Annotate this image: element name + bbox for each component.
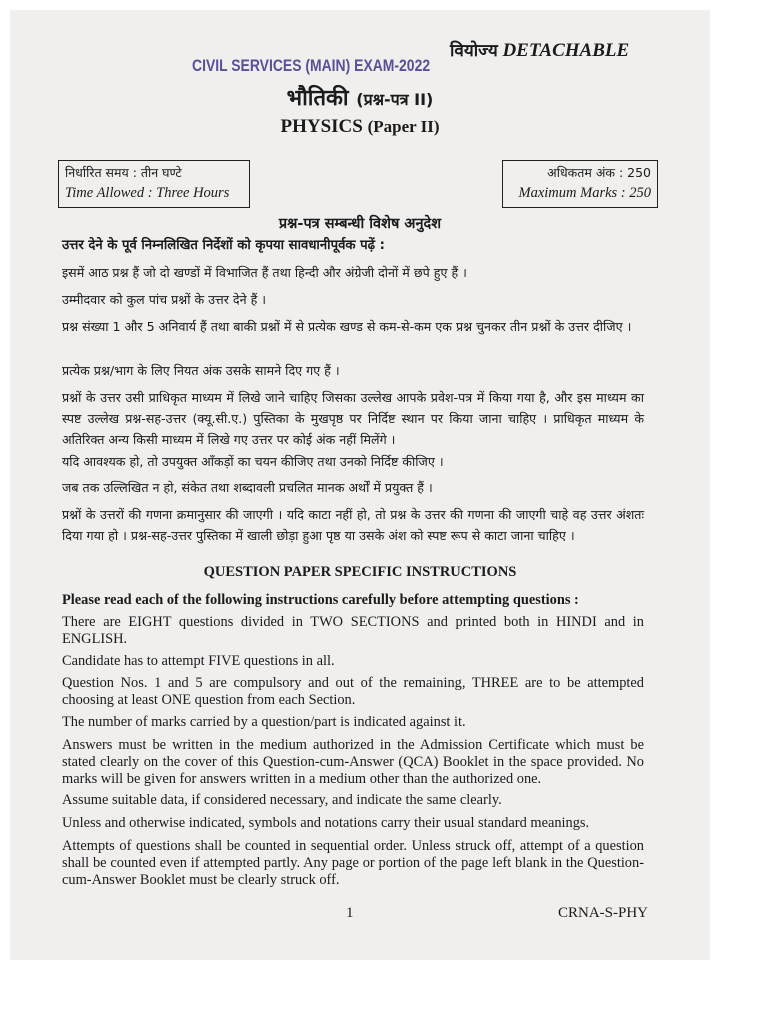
title-hindi-main: भौतिकी [286, 86, 349, 111]
hindi-instruction-item: इसमें आठ प्रश्न हैं जो दो खण्डों में विभाजित हैं तथा हिन्दी और अंग्रेजी दोनों में छपे हुए हैं । [62, 265, 467, 280]
hindi-instruction-item: प्रश्नों के उत्तरों की गणना क्रमानुसार की जाएगी । यदि काटा नहीं हो, तो प्रश्न के उत्तर की गणना की जाएगी चाहे वह उत्तर अंशतः दिया गया हो । प्रश्न-सह-उत्तर पुस्तिका में खाली छोड़ा हुआ पृष्ठ या उसके अंश को स्पष्ट रूप से काटा जाना चाहिए । [62, 507, 644, 543]
english-instruction-item: Unless and otherwise indicated, symbols and notations carry their usual standard meanings. [62, 815, 590, 831]
hindi-instruction-item: प्रत्येक प्रश्न/भाग के लिए नियत अंक उसके सामने दिए गए हैं । [62, 363, 340, 378]
page-number: 1 [346, 905, 354, 921]
title-hindi-sub: (प्रश्न-पत्र II) [356, 90, 434, 109]
title-english-main: PHYSICS [280, 116, 363, 137]
maximum-marks-english: Maximum Marks : 250 [518, 185, 651, 201]
english-instructions-heading: QUESTION PAPER SPECIFIC INSTRUCTIONS [203, 564, 517, 580]
english-instruction-item: There are EIGHT questions divided in TWO SECTIONS and printed both in HINDI and in ENGLISH. [62, 614, 644, 647]
english-instruction-item: Question Nos. 1 and 5 are compulsory and out of the remaining, THREE are to be attempted choosing at least ONE question from each Section. [62, 675, 644, 708]
hindi-instruction-item: प्रश्न संख्या 1 और 5 अनिवार्य हैं तथा बाकी प्रश्नों में से प्रत्येक खण्ड से कम-से-कम एक प्रश्न चुनकर तीन प्रश्नों के उत्तर दीजिए । [62, 319, 632, 334]
hindi-instruction-item: यदि आवश्यक हो, तो उपयुक्त आँकड़ों का चयन कीजिए तथा उनको निर्दिष्ट कीजिए । [62, 454, 444, 469]
exam-stamp: CIVIL SERVICES (MAIN) EXAM-2022 [192, 56, 431, 75]
time-allowed-box [58, 160, 250, 208]
english-instruction-item: Candidate has to attempt FIVE questions in all. [62, 653, 335, 669]
english-instruction-item: Assume suitable data, if considered necessary, and indicate the same clearly. [62, 792, 502, 808]
hindi-instructions-heading: प्रश्न-पत्र सम्बन्धी विशेष अनुदेश [278, 216, 442, 232]
english-instruction-item: Answers must be written in the medium authorized in the Admission Certificate which must be stated clearly on the cover of this Question-cum-Answer (QCA) Booklet in the space provided. No marks will be given for answers written in a medium other than the authorized one. [62, 737, 644, 787]
detachable-label-hindi: वियोज्य [450, 41, 498, 61]
time-allowed-hindi: निर्धारित समय : तीन घण्टे [65, 165, 182, 180]
english-instruction-item: Attempts of questions shall be counted in sequential order. Unless struck off, attempt of a question shall be counted even if attempted partly. Any page or portion of the page left blank in the Question-cum-Answer Booklet must be clearly struck off. [62, 838, 644, 888]
english-instruction-item: The number of marks carried by a question/part is indicated against it. [62, 714, 466, 730]
time-allowed-english: Time Allowed : Three Hours [65, 185, 230, 201]
hindi-instructions-intro: उत्तर देने के पूर्व निम्नलिखित निर्देशों को कृपया सावधानीपूर्वक पढ़ें : [62, 238, 385, 253]
detachable-label [450, 38, 629, 62]
page-title-hindi [10, 82, 710, 112]
maximum-marks-hindi: अधिकतम अंक : 250 [547, 165, 651, 180]
hindi-instruction-item: उम्मीदवार को कुल पांच प्रश्नों के उत्तर देने हैं । [62, 292, 267, 307]
exam-page [10, 10, 710, 960]
maximum-marks-box [502, 160, 658, 208]
english-instructions-intro: Please read each of the following instructions carefully before attempting questions : [62, 592, 579, 608]
title-english-sub: (Paper II) [367, 117, 440, 136]
detachable-label-english: DETACHABLE [502, 40, 630, 61]
page-title-english [10, 116, 710, 138]
hindi-instruction-item: प्रश्नों के उत्तर उसी प्राधिकृत माध्यम में लिखे जाने चाहिए जिसका उल्लेख आपके प्रवेश-पत्र में किया गया है, और इस माध्यम का स्पष्ट उल्लेख प्रश्न-सह-उत्तर (क्यू.सी.ए.) पुस्तिका के मुखपृष्ठ पर निर्दिष्ट स्थान पर किया जाना चाहिए । प्राधिकृत माध्यम के अतिरिक्त अन्य किसी माध्यम में लिखे गए उत्तर पर कोई अंक नहीं मिलेंगे । [62, 390, 644, 447]
paper-code: CRNA-S-PHY [558, 905, 649, 921]
hindi-instruction-item: जब तक उल्लिखित न हो, संकेत तथा शब्दावली प्रचलित मानक अर्थों में प्रयुक्त हैं । [62, 480, 433, 495]
